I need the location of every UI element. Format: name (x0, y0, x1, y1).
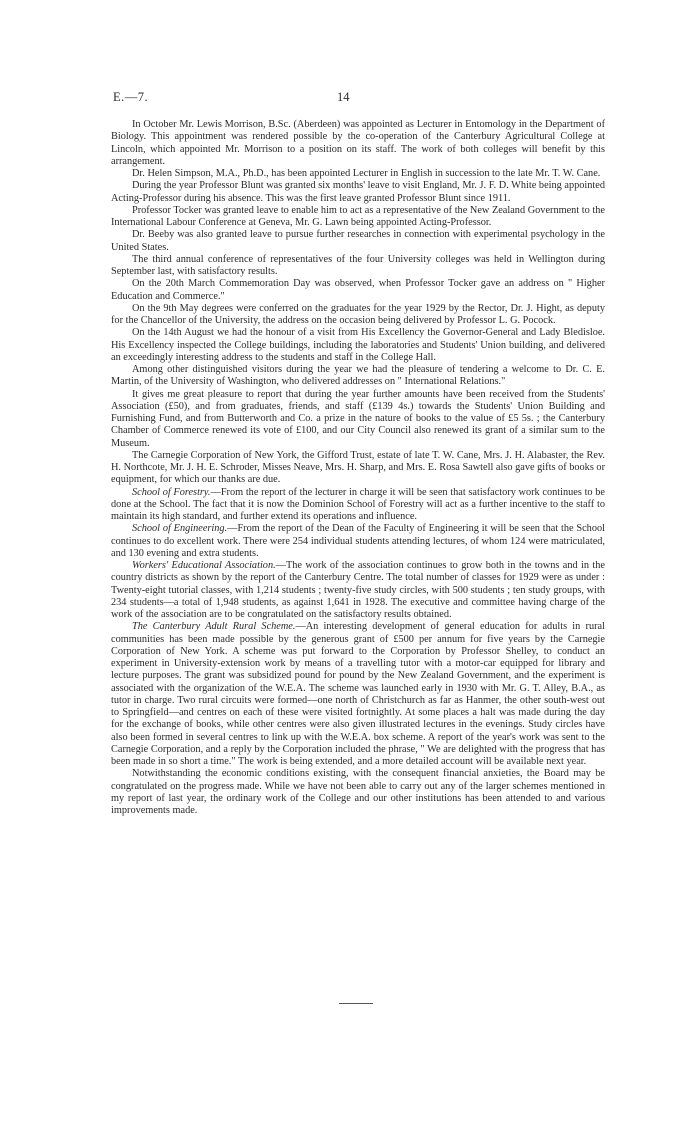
paragraph-text: The third annual conference of representatives of the four University colleges was held in Wellington during September last, with satisfactory results. (111, 253, 605, 277)
report-paragraph (111, 364, 605, 389)
section-heading: Workers' Educational Association. (132, 560, 276, 571)
report-paragraph (111, 168, 605, 180)
paragraph-text: In October Mr. Lewis Morrison, B.Sc. (Aberdeen) was appointed as Lecturer in Entomology in the Department of Biology. This appointment was rendered possible by the co-operation of the Canterbury Agricultural College at Lincoln, which appointed Mr. Morrison to a position on its staff. The work of both colleges will benefit by this arrangement. (111, 119, 605, 167)
report-paragraph (111, 768, 605, 817)
report-body (111, 119, 605, 817)
report-paragraph (111, 303, 605, 328)
section-heading: School of Engineering. (132, 523, 228, 535)
report-paragraph (111, 450, 605, 487)
section-heading: School of Forestry. (132, 486, 211, 498)
section-heading: The Canterbury Adult Rural Scheme. (132, 621, 296, 633)
report-paragraph (111, 205, 605, 230)
document-reference: E.—7. (113, 90, 149, 104)
report-paragraph (111, 229, 605, 254)
report-paragraph (111, 389, 605, 450)
closing-rule (339, 1003, 373, 1004)
paragraph-text: Dr. Helen Simpson, M.A., Ph.D., has been appointed Lecturer in English in succession to the late Mr. T. W. Cane. (132, 168, 601, 179)
report-paragraph (111, 327, 605, 364)
paragraph-text: On the 9th May degrees were conferred on the graduates for the year 1929 by the Rector, Dr. J. Hight, as deputy for the Chancellor of the University, the address on the occasion being delivered by Professor L. G. Pocock. (111, 302, 605, 326)
report-paragraph (111, 119, 605, 168)
paragraph-text: Professor Tocker was granted leave to enable him to act as a representative of the New Zealand Government to the International Labour Conference at Geneva, Mr. G. Lawn being appointed Acting-Professor. (111, 204, 605, 228)
report-paragraph (111, 278, 605, 303)
paragraph-text: —From the report of the Dean of the Faculty of Engineering it will be seen that the School continues to do excellent work. There were 254 individual students attending lectures, of whom 124 were matriculated, and 130 evening and extra students. (111, 523, 605, 559)
report-paragraph (111, 560, 605, 621)
paragraph-text: —From the report of the lecturer in charge it will be seen that satisfactory work continues to be done at the School. The fact that it is now the Dominion School of Forestry will act as a further incentive to the staff to maintain its high standard, and further extend its operations and influence. (111, 486, 605, 522)
page-number: 14 (337, 90, 350, 104)
paragraph-text: —The work of the association continues to grow both in the towns and in the country districts as shown by the report of the Canterbury Centre. The total number of classes for 1929 were as under : Twenty-eight tutorial classes, with 1,214 students ; twenty-five study circles, with 500 students ; ten study groups, with 234 students—a total of 1,948 students, as against 1,641 in 1928. The executive and committee having charge of the work of the association are to be congratulated on the satisfactory results obtained. (111, 560, 605, 620)
page-header (113, 90, 603, 106)
report-paragraph (111, 487, 605, 524)
report-paragraph (111, 621, 605, 768)
report-paragraph (111, 254, 605, 279)
report-paragraph (111, 180, 605, 205)
paragraph-text: On the 14th August we had the honour of a visit from His Excellency the Governor-General and Lady Bledisloe. His Excellency inspected the College buildings, including the laboratories and Students' Union building, and delivered an exceedingly interesting address to the students and staff in the College Hall. (111, 327, 605, 363)
paragraph-text: During the year Professor Blunt was granted six months' leave to visit England, Mr. J. F. D. White being appointed Acting-Professor during his absence. This was the first leave granted Professor Blunt since 1911. (111, 180, 605, 204)
paragraph-text: It gives me great pleasure to report that during the year further amounts have been received from the Students' Association (£50), and from graduates, friends, and staff (£139 4s.) towards the Students' Union Building and Furnishing Fund, and from Butterworth and Co. a prize in the nature of books to the value of £5 5s. ; the Canterbury Chamber of Commerce renewed its vote of £100, and our City Council also renewed its grant of a similar sum to the Museum. (111, 388, 605, 449)
paragraph-text: Notwithstanding the economic conditions existing, with the consequent financial anxieties, the Board may be congratulated on the progress made. While we have not been able to carry out any of the larger schemes mentioned in my report of last year, the ordinary work of the College and our other institutions has been attended to and various improvements made. (111, 768, 605, 816)
report-paragraph (111, 523, 605, 560)
paragraph-text: On the 20th March Commemoration Day was observed, when Professor Tocker gave an address on " Higher Education and Commerce." (111, 278, 605, 302)
paragraph-text: —An interesting development of general education for adults in rural communities has been made possible by the generous grant of £500 per annum for five years by the Carnegie Corporation of New York. A scheme was put forward to the Corporation by Professor Shelley, to conduct an experiment in University-extension work by means of a travelling tutor with a motor-car equipped for library and lecture purposes. The grant was subsidized pound for pound by the New Zealand Government, and the experiment is associated with the organization of the W.E.A. The scheme was launched early in 1930 with Mr. G. T. Alley, B.A., as tutor in charge. Two rural circuits were formed—one north of Christchurch as far as Hanmer, the other south-west out to Springfield—and centres on each of these were visited fortnightly. At some places a halt was made during the day for the exchange of books, while other centres were also given illustrated lectures in the evenings. Study circles have also been formed in several centres to link up with the W.E.A. box scheme. A report of the year's work was sent to the Carnegie Corporation, and a reply by the Corporation included the phrase, " We are delighted with the progress that has been made in so short a time." The work is being extended, and a more detailed account will be available next year. (111, 621, 605, 767)
paragraph-text: Dr. Beeby was also granted leave to pursue further researches in connection with experimental psychology in the United States. (111, 229, 605, 253)
paragraph-text: Among other distinguished visitors during the year we had the pleasure of tendering a welcome to Dr. C. E. Martin, of the University of Washington, who delivered addresses on " International Relations." (111, 364, 605, 388)
paragraph-text: The Carnegie Corporation of New York, the Gifford Trust, estate of late T. W. Cane, Mrs. J. H. Alabaster, the Rev. H. Northcote, Mr. J. H. E. Schroder, Misses Neave, Mrs. H. Sharp, and Mrs. E. Rosa Sawtell also gave gifts of books or equipment, for which our thanks are due. (111, 449, 605, 486)
